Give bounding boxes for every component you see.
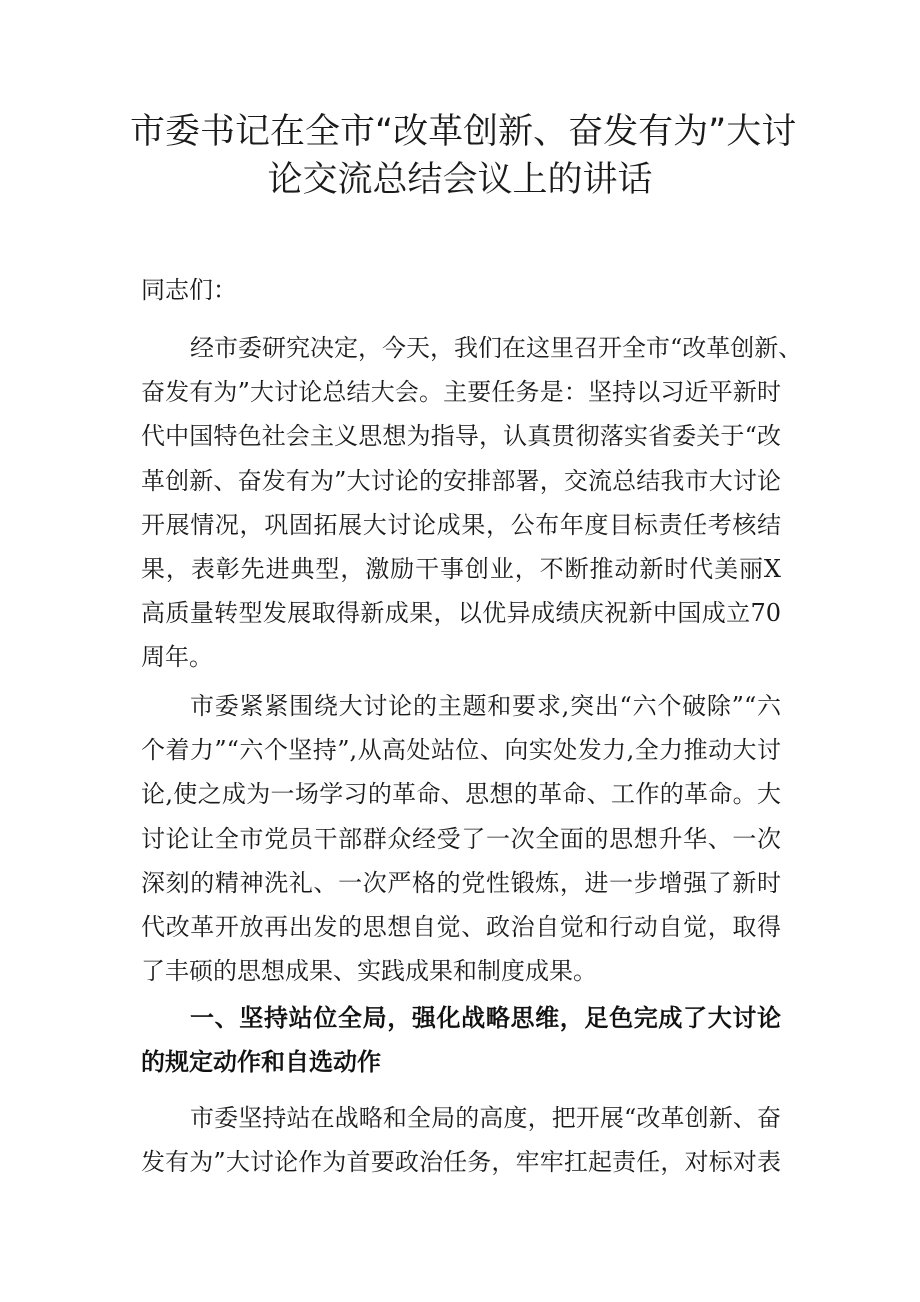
paragraph-line: 周年。 — [141, 643, 213, 672]
heading-line: 的规定动作和自选动作 — [141, 1048, 381, 1076]
paragraph-line: 经市委研究决定，今天，我们在这里召开全市“改革创新、 — [190, 334, 803, 362]
paragraph-line: 开展情况，巩固拓展大讨论成果，公布年度目标责任考核结 — [141, 510, 781, 539]
paragraph-line: 高质量转型发展取得新成果，以优异成绩庆祝新中国成立70 — [141, 599, 781, 628]
title-line: 论交流总结会议上的讲话 — [267, 160, 653, 200]
paragraph-section1 — [141, 1096, 781, 1184]
paragraph-line: 个着力”“六个坚持”,从高处站位、向实处发力,全力推动大讨 — [141, 736, 781, 765]
heading-line: 一、坚持站位全局，强化战略思维，足色完成了大讨论 — [190, 1004, 781, 1032]
paragraph-summary — [141, 684, 781, 993]
paragraph-line: 市委紧紧围绕大讨论的主题和要求,突出“六个破除”“六 — [190, 692, 781, 720]
paragraph-line: 了丰硕的思想成果、实践成果和制度成果。 — [141, 957, 597, 986]
paragraph-line: 代中国特色社会主义思想为指导，认真贯彻落实省委关于“改 — [141, 422, 781, 451]
paragraph-line: 代改革开放再出发的思想自觉、政治自觉和行动自觉，取得 — [141, 913, 781, 942]
paragraph-line: 奋发有为”大讨论总结大会。主要任务是：坚持以习近平新时 — [141, 378, 781, 407]
paragraph-line: 发有为”大讨论作为首要政治任务，牢牢扛起责任，对标对表 — [141, 1148, 781, 1177]
paragraph-line: 讨论让全市党员干部群众经受了一次全面的思想升华、一次 — [141, 824, 781, 853]
paragraph-line: 果，表彰先进典型，激励干事创业，不断推动新时代美丽X — [141, 555, 781, 584]
paragraph-line: 市委坚持站在战略和全局的高度，把开展“改革创新、奋 — [190, 1104, 781, 1132]
salutation: 同志们： — [141, 276, 237, 304]
paragraph-line: 论,使之成为一场学习的革命、思想的革命、工作的革命。大 — [141, 780, 781, 809]
section-heading — [141, 996, 781, 1084]
paragraph-line: 深刻的精神洗礼、一次严格的党性锻炼，进一步增强了新时 — [141, 868, 781, 897]
document-title — [130, 108, 797, 204]
paragraph-line: 革创新、奋发有为”大讨论的安排部署，交流总结我市大讨论 — [141, 466, 781, 495]
paragraph-opening — [141, 326, 803, 680]
title-line: 市委书记在全市“改革创新、奋发有为”大讨 — [130, 112, 797, 152]
